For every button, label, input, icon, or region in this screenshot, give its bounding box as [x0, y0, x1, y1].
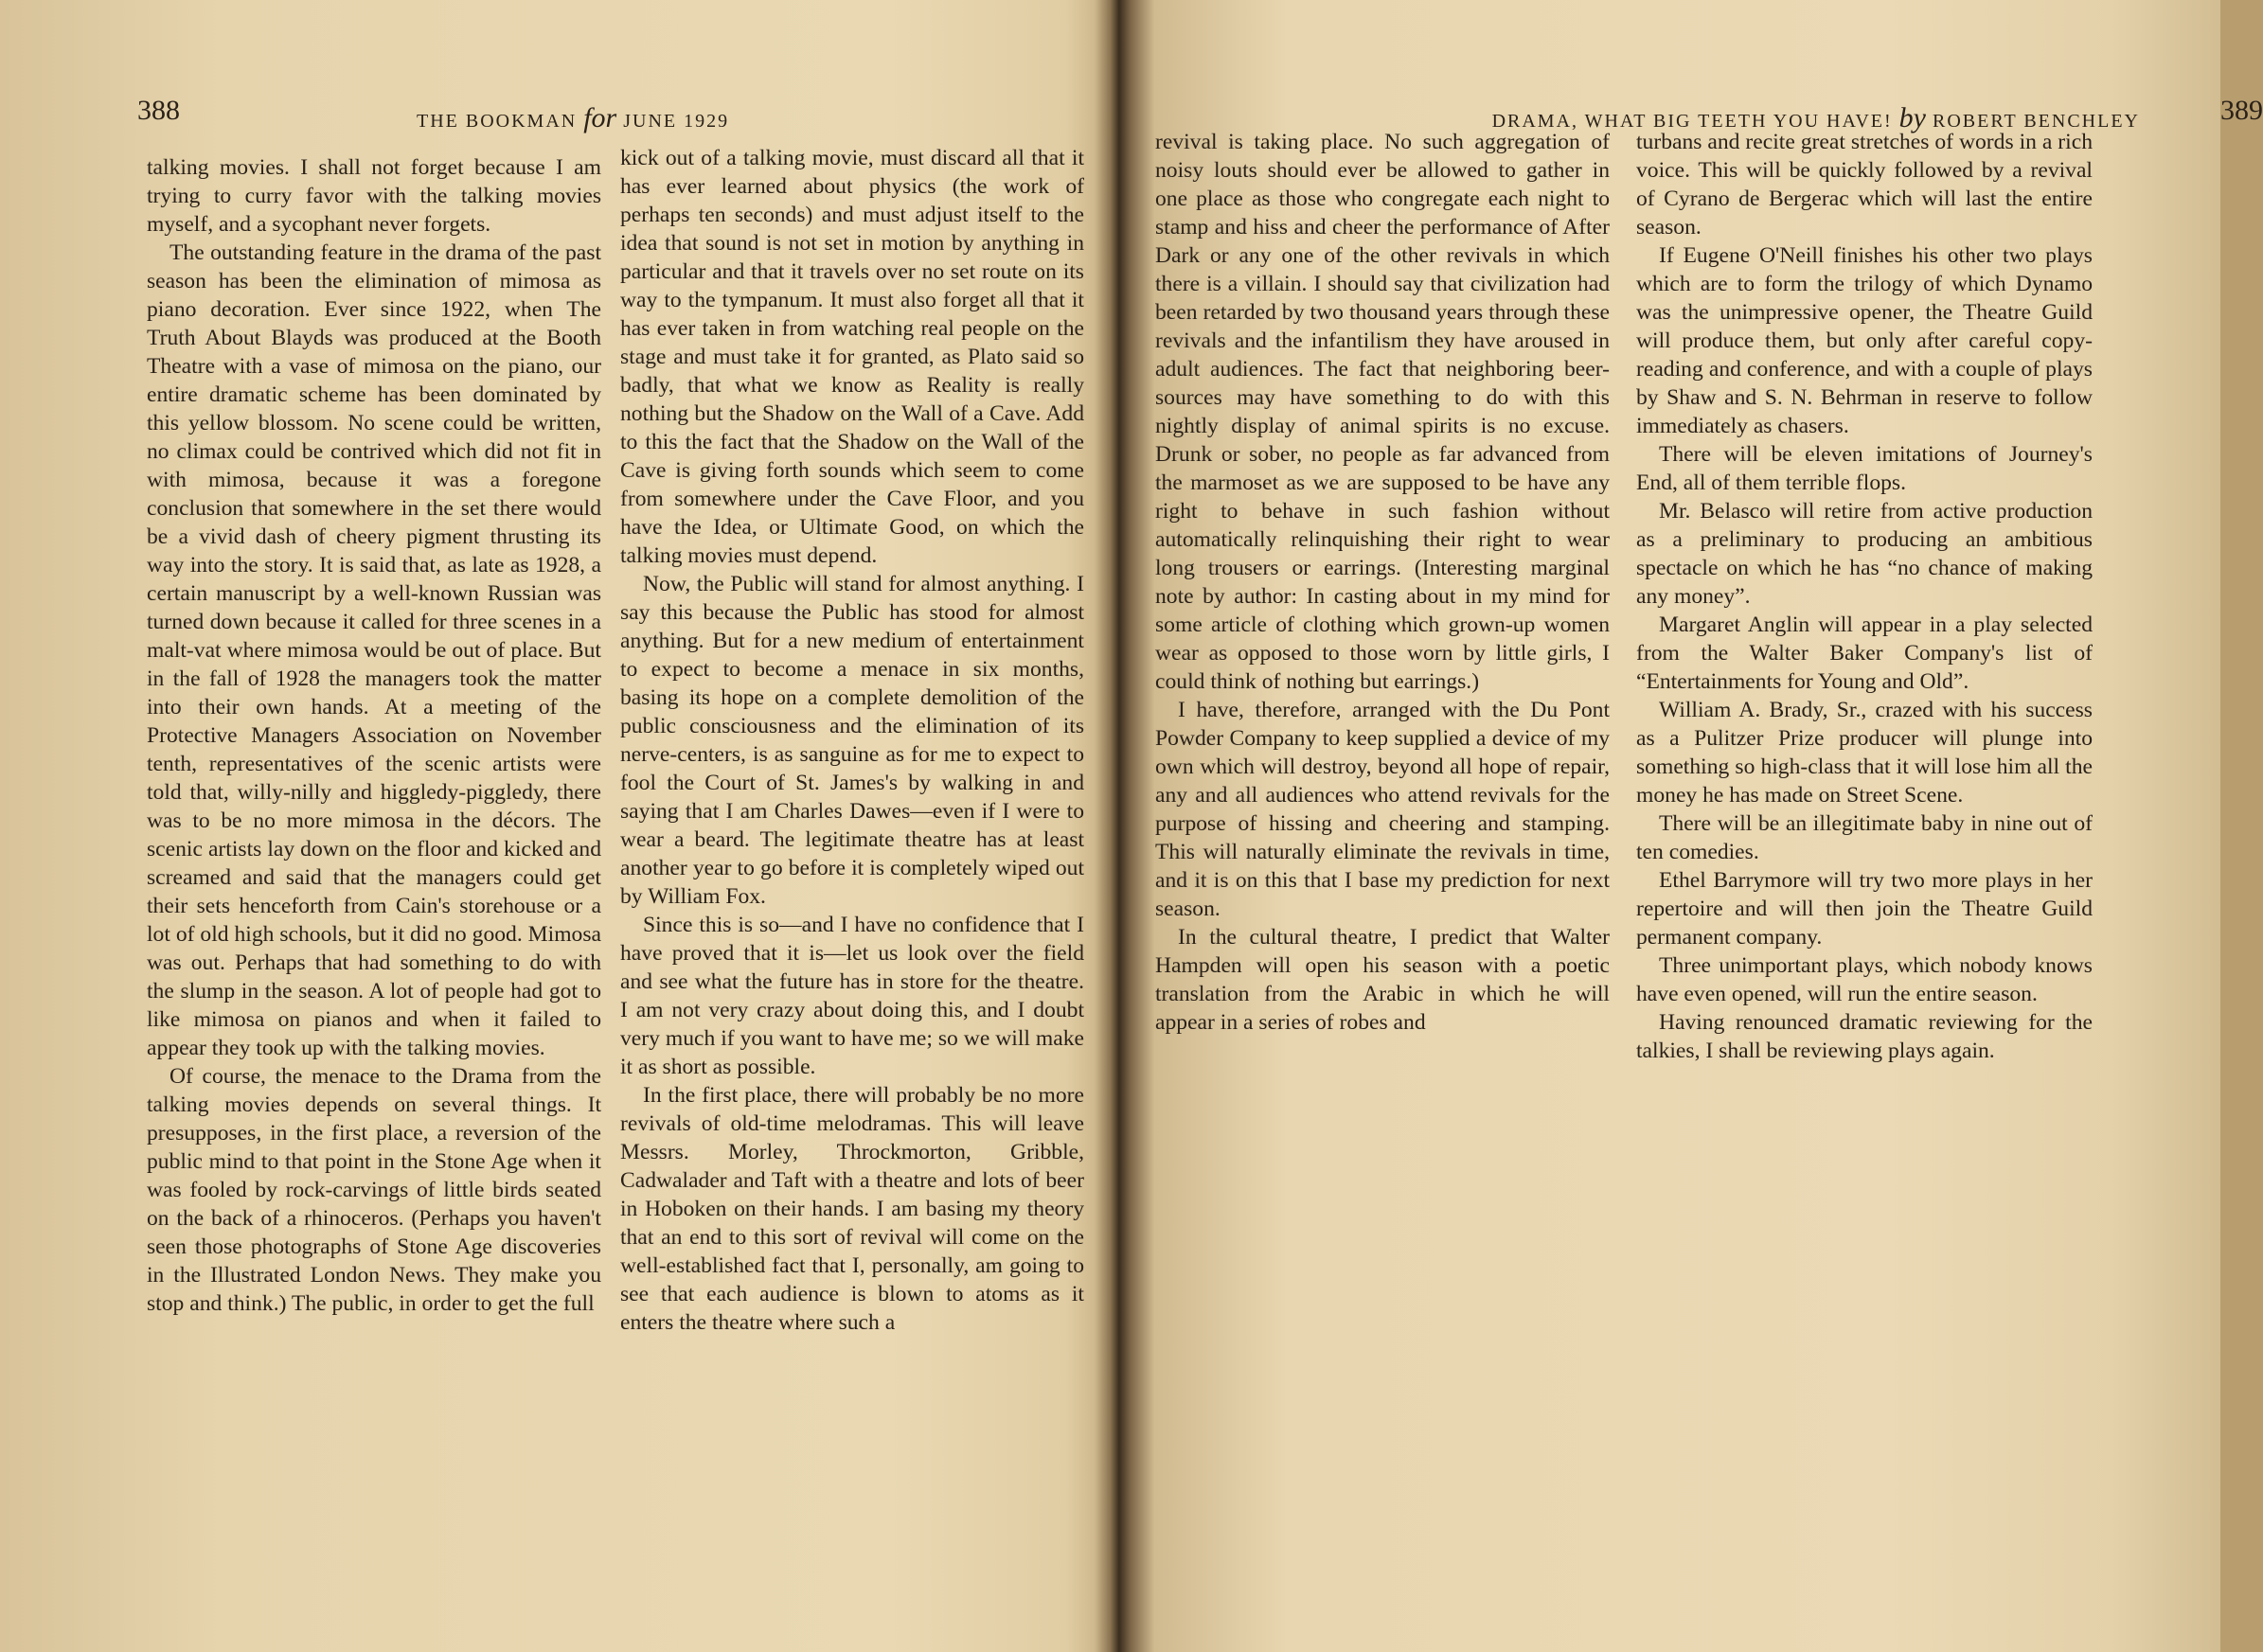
- left-page: [0, 0, 1108, 1652]
- head-for: for: [583, 102, 617, 133]
- paragraph: William A. Brady, Sr., crazed with his success as a Pulitzer Prize producer will plunge into something so high-class that it will lose him all the money he has made on Street Scene.: [1636, 698, 2093, 808]
- paragraph: There will be an illegitimate baby in nine out of ten comedies.: [1636, 811, 2093, 864]
- text-column-1: [147, 153, 601, 1318]
- article-title: DRAMA, WHAT BIG TEETH YOU HAVE!: [1491, 111, 1893, 132]
- text-column-3: [1155, 128, 1610, 1037]
- head-by: by: [1898, 102, 1926, 133]
- paragraph: Three unimportant plays, which nobody knows have even opened, will run the entire season.: [1636, 953, 2093, 1006]
- text-column-4: [1636, 128, 2093, 1065]
- paragraph: There will be eleven imitations of Journey's End, all of them terrible flops.: [1636, 442, 2093, 495]
- magazine-title: THE BOOKMAN: [417, 111, 578, 132]
- issue-date: JUNE 1929: [623, 111, 730, 132]
- paragraph: I have, therefore, arranged with the Du Pont Powder Company to keep supplied a device of my own which will destroy, beyond all hope of repair, any and all audiences who attend revivals for the purpose of hissing and cheering and stamping. This will naturally eliminate the revivals in time, and it is on this that I base my prediction for next season.: [1155, 698, 1610, 921]
- paragraph: The outstanding feature in the drama of the past season has been the elimination of mimosa as piano decoration. Ever since 1922, when The Truth About Blayds was produced at the Booth Theatre with a vase of mimosa on the piano, our entire dramatic scheme has been dominated by this yellow blossom. No scene could be written, no climax could be contrived which did not fit in with mimosa, because it was a foregone conclusion that somewhere in the set there would be a vivid dash of cheery pigment thrusting its way into the story. It is said that, as late as 1928, a certain manuscript by a well-known Russian was turned down because it called for three scenes in a malt-vat where mimosa would be out of place. But in the fall of 1928 the managers took the matter into their own hands. At a meeting of the Protective Managers Association on November tenth, representatives of the scenic artists were told that, willy-nilly and higgledy-piggledy, there was to be no more mimosa in the décors. The scenic artists lay down on the floor and kicked and screamed and said that the managers could get their sets henceforth from Cain's storehouse or a lot of old high schools, but it did no good. Mimosa was out. Perhaps that had something to do with the slump in the season. A lot of people had got to like mimosa on pianos and when it failed to appear they took up with the talking movies.: [147, 240, 601, 1060]
- page-number: 389: [2220, 95, 2263, 126]
- paragraph: talking movies. I shall not forget because I am trying to curry favor with the talking movies myself, and a sycophant never forgets.: [147, 155, 601, 237]
- paragraph: In the cultural theatre, I predict that Walter Hampden will open his season with a poetic translation from the Arabic in which he will appear in a series of robes and: [1155, 925, 1610, 1035]
- paragraph: If Eugene O'Neill finishes his other two plays which are to form the trilogy of which Dynamo was the unimpressive opener, the Theatre Guild will produce them, but only after careful copy-reading and conference, and with a couple of plays by Shaw and S. N. Behrman in reserve to follow immediately as chasers.: [1636, 243, 2093, 438]
- paragraph: Having renounced dramatic reviewing for the talkies, I shall be reviewing plays again.: [1636, 1010, 2093, 1063]
- paragraph: Ethel Barrymore will try two more plays in her repertoire and will then join the Theatre Guild permanent company.: [1636, 868, 2093, 950]
- paragraph: In the first place, there will probably be no more revivals of old-time melodramas. This will leave Messrs. Morley, Throckmorton, Gribble, Cadwalader and Taft with a theatre and lots of beer in Hoboken on their hands. I am basing my theory that an end to this sort of revival will come on the well-established fact that I, personally, am going to see that each audience is blown to atoms as it enters the theatre where such a: [620, 1083, 1084, 1335]
- paragraph: turbans and recite great stretches of words in a rich voice. This will be quickly followed by a revival of Cyrano de Bergerac which will last the entire season.: [1636, 130, 2093, 240]
- running-head-title: [417, 102, 729, 134]
- author-name: ROBERT BENCHLEY: [1933, 111, 2140, 132]
- paragraph: Mr. Belasco will retire from active production as a preliminary to producing an ambitious spectacle on which he has “no chance of making any money”.: [1636, 499, 2093, 609]
- paragraph: Of course, the menace to the Drama from the talking movies depends on several things. It presupposes, in the first place, a reversion of the public mind to that point in the Stone Age when it was fooled by rock-carvings of little birds seated on the back of a rhinoceros. (Perhaps you haven't seen those photographs of Stone Age discoveries in the Illustrated London News. They make you stop and think.) The public, in order to get the full: [147, 1064, 601, 1316]
- paragraph: Now, the Public will stand for almost anything. I say this because the Public has stood for almost anything. But for a new medium of entertainment to expect to become a menace in six months, basing its hope on a complete demolition of the public consciousness and the elimination of its nerve-centers, is as sanguine as for me to expect to fool the Court of St. James's by walking in and saying that I am Charles Dawes—even if I were to wear a beard. The legitimate theatre has at least another year to go before it is completely wiped out by William Fox.: [620, 572, 1084, 909]
- paragraph: Margaret Anglin will appear in a play selected from the Walter Baker Company's list of “Entertainments for Young and Old”.: [1636, 613, 2093, 694]
- right-page: [1117, 0, 2263, 1652]
- paragraph: revival is taking place. No such aggregation of noisy louts should ever be allowed to gather in one place as those who congregate each night to stamp and hiss and cheer the performance of After Dark or any one of the other revivals in which there is a villain. I should say that civilization had been retarded by two thousand years through these revivals and the infantilism they have aroused in adult audiences. The fact that neighboring beer-sources may have something to do with this nightly display of animal spirits is no excuse. Drunk or sober, no people as far advanced from the marmoset as we are supposed to be have any right to behave in such fashion without automatically relinquishing their right to wear long trousers or earrings. (Interesting marginal note by author: In casting about in my mind for some article of clothing which grown-up women wear as opposed to those worn by little girls, I could think of nothing but earrings.): [1155, 130, 1610, 694]
- page-number: 388: [137, 95, 180, 126]
- text-column-2: [620, 144, 1084, 1337]
- paragraph: kick out of a talking movie, must discard all that it has ever learned about physics (the work of perhaps ten seconds) and must adjust itself to the idea that sound is not set in motion by anything in particular and that it travels over no set route on its way to the tympanum. It must also forget all that it has ever taken in from watching real people on the stage and must take it for granted, as Plato said so badly, that what we know as Reality is really nothing but the Shadow on the Wall of a Cave. Add to this the fact that the Shadow on the Wall of the Cave is giving forth sounds which seem to come from somewhere under the Cave Floor, and you have the Idea, or Ultimate Good, on which the talking movies must depend.: [620, 146, 1084, 568]
- paragraph: Since this is so—and I have no confidence that I have proved that it is—let us look over the field and see what the future has in store for the theatre. I am not very crazy about doing this, and I doubt very much if you want to have me; so we will make it as short as possible.: [620, 913, 1084, 1079]
